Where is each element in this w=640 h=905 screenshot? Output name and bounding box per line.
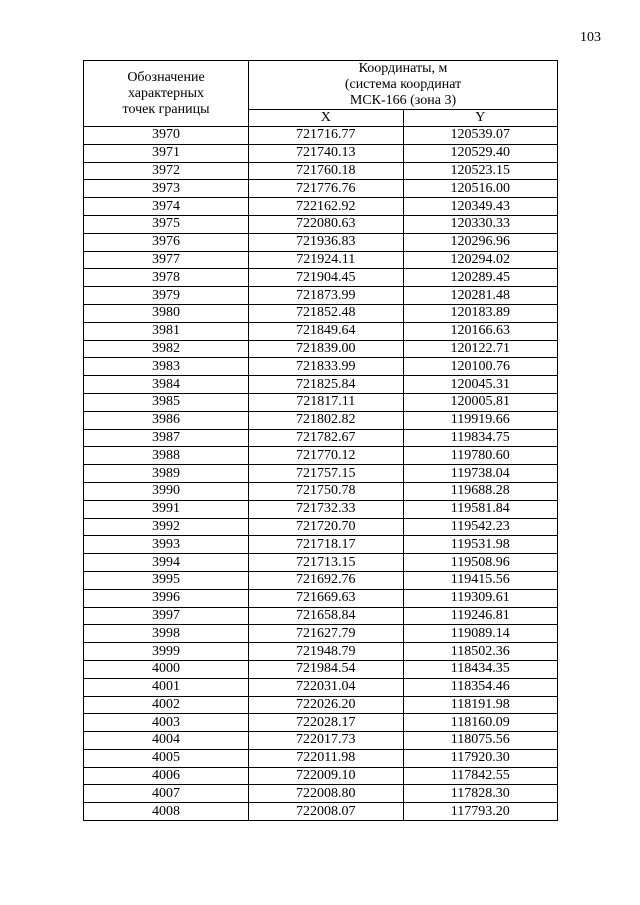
y-coordinate-cell: 119508.96: [403, 554, 558, 572]
y-coordinate-cell: 118434.35: [403, 660, 558, 678]
point-id-cell: 3989: [84, 465, 249, 483]
point-id-cell: 3987: [84, 429, 249, 447]
point-id-cell: 3982: [84, 340, 249, 358]
table-row: [84, 376, 558, 394]
point-id-cell: 3973: [84, 180, 249, 198]
table-row: [84, 251, 558, 269]
point-id-cell: 3999: [84, 643, 249, 661]
x-coordinate-cell: 721782.67: [249, 429, 404, 447]
y-coordinate-cell: 119542.23: [403, 518, 558, 536]
table-row: [84, 304, 558, 322]
point-id-cell: 3986: [84, 411, 249, 429]
x-coordinate-cell: 721839.00: [249, 340, 404, 358]
table-row: [84, 696, 558, 714]
x-coordinate-cell: 721776.76: [249, 180, 404, 198]
table-row: [84, 162, 558, 180]
coordinates-table: [83, 60, 558, 821]
point-id-cell: 3979: [84, 287, 249, 305]
table-row: [84, 180, 558, 198]
x-coordinate-cell: 721849.64: [249, 322, 404, 340]
table-row: [84, 536, 558, 554]
y-coordinate-cell: 119688.28: [403, 482, 558, 500]
table-row: [84, 732, 558, 750]
x-coordinate-cell: 721904.45: [249, 269, 404, 287]
table-row: [84, 482, 558, 500]
table-row: [84, 429, 558, 447]
y-coordinate-cell: 120281.48: [403, 287, 558, 305]
y-coordinate-cell: 119738.04: [403, 465, 558, 483]
y-coordinate-cell: 120294.02: [403, 251, 558, 269]
point-id-cell: 3972: [84, 162, 249, 180]
table-row: [84, 340, 558, 358]
y-coordinate-cell: 117920.30: [403, 749, 558, 767]
x-coordinate-cell: 721669.63: [249, 589, 404, 607]
table-row: [84, 144, 558, 162]
x-coordinate-cell: 722026.20: [249, 696, 404, 714]
x-coordinate-cell: 721627.79: [249, 625, 404, 643]
x-coordinate-cell: 721825.84: [249, 376, 404, 394]
x-coordinate-cell: 721873.99: [249, 287, 404, 305]
x-coordinate-cell: 722080.63: [249, 215, 404, 233]
point-id-cell: 3990: [84, 482, 249, 500]
x-coordinate-cell: 722028.17: [249, 714, 404, 732]
y-coordinate-cell: 120330.33: [403, 215, 558, 233]
table-row: [84, 198, 558, 216]
point-id-cell: 3983: [84, 358, 249, 376]
y-coordinate-cell: 118075.56: [403, 732, 558, 750]
point-id-cell: 3997: [84, 607, 249, 625]
x-coordinate-cell: 721760.18: [249, 162, 404, 180]
y-coordinate-cell: 119309.61: [403, 589, 558, 607]
table-row: [84, 625, 558, 643]
point-id-cell: 3988: [84, 447, 249, 465]
table-row: [84, 447, 558, 465]
x-coordinate-cell: 722008.07: [249, 803, 404, 821]
y-coordinate-cell: 120166.63: [403, 322, 558, 340]
y-coordinate-cell: 120005.81: [403, 393, 558, 411]
point-id-cell: 4008: [84, 803, 249, 821]
table-row: [84, 803, 558, 821]
header-row-1: [84, 61, 558, 110]
y-coordinate-cell: 119531.98: [403, 536, 558, 554]
x-coordinate-cell: 721936.83: [249, 233, 404, 251]
header-coords-line-1: Координаты, м: [358, 61, 448, 76]
point-id-cell: 3994: [84, 554, 249, 572]
x-coordinate-cell: 722162.92: [249, 198, 404, 216]
x-coordinate-cell: 721658.84: [249, 607, 404, 625]
header-coords-line-3: МСК-166 (зона 3): [349, 93, 457, 108]
x-coordinate-cell: 721757.15: [249, 465, 404, 483]
x-coordinate-cell: 721802.82: [249, 411, 404, 429]
point-id-cell: 3970: [84, 127, 249, 145]
y-coordinate-cell: 119919.66: [403, 411, 558, 429]
table-row: [84, 322, 558, 340]
header-point-line-3: точек границы: [122, 101, 210, 117]
table-row: [84, 215, 558, 233]
point-id-cell: 3971: [84, 144, 249, 162]
point-id-cell: 3976: [84, 233, 249, 251]
x-coordinate-cell: 721740.13: [249, 144, 404, 162]
y-coordinate-cell: 120122.71: [403, 340, 558, 358]
table-row: [84, 678, 558, 696]
y-coordinate-cell: 119780.60: [403, 447, 558, 465]
y-coordinate-cell: 120349.43: [403, 198, 558, 216]
y-coordinate-cell: 117842.55: [403, 767, 558, 785]
point-id-cell: 4001: [84, 678, 249, 696]
y-coordinate-cell: 118191.98: [403, 696, 558, 714]
point-id-cell: 4002: [84, 696, 249, 714]
x-coordinate-cell: 721750.78: [249, 482, 404, 500]
point-id-cell: 3975: [84, 215, 249, 233]
table-row: [84, 465, 558, 483]
y-coordinate-cell: 120289.45: [403, 269, 558, 287]
header-y: Y: [403, 110, 558, 127]
y-coordinate-cell: 119246.81: [403, 607, 558, 625]
table-row: [84, 411, 558, 429]
x-coordinate-cell: 721770.12: [249, 447, 404, 465]
table-header: [84, 61, 558, 127]
header-coords-line-2: (система координат: [344, 77, 462, 92]
header-point-designation: [84, 61, 249, 127]
point-id-cell: 4000: [84, 660, 249, 678]
table-row: [84, 127, 558, 145]
x-coordinate-cell: 721692.76: [249, 571, 404, 589]
point-id-cell: 3993: [84, 536, 249, 554]
point-id-cell: 3995: [84, 571, 249, 589]
x-coordinate-cell: 721713.15: [249, 554, 404, 572]
y-coordinate-cell: 119834.75: [403, 429, 558, 447]
point-id-cell: 3996: [84, 589, 249, 607]
table-row: [84, 269, 558, 287]
y-coordinate-cell: 118354.46: [403, 678, 558, 696]
x-coordinate-cell: 721984.54: [249, 660, 404, 678]
x-coordinate-cell: 721833.99: [249, 358, 404, 376]
x-coordinate-cell: 722017.73: [249, 732, 404, 750]
table-row: [84, 233, 558, 251]
x-coordinate-cell: 722009.10: [249, 767, 404, 785]
x-coordinate-cell: 721732.33: [249, 500, 404, 518]
x-coordinate-cell: 721720.70: [249, 518, 404, 536]
y-coordinate-cell: 120523.15: [403, 162, 558, 180]
y-coordinate-cell: 118160.09: [403, 714, 558, 732]
table-row: [84, 358, 558, 376]
table-row: [84, 607, 558, 625]
table-row: [84, 554, 558, 572]
y-coordinate-cell: 120539.07: [403, 127, 558, 145]
point-id-cell: 4005: [84, 749, 249, 767]
table-row: [84, 518, 558, 536]
point-id-cell: 3985: [84, 393, 249, 411]
point-id-cell: 3980: [84, 304, 249, 322]
header-coordinates-group: [249, 61, 558, 110]
x-coordinate-cell: 721718.17: [249, 536, 404, 554]
x-coordinate-cell: 721852.48: [249, 304, 404, 322]
point-id-cell: 3978: [84, 269, 249, 287]
x-coordinate-cell: 722011.98: [249, 749, 404, 767]
point-id-cell: 3992: [84, 518, 249, 536]
x-coordinate-cell: 721716.77: [249, 127, 404, 145]
point-id-cell: 4004: [84, 732, 249, 750]
point-id-cell: 4003: [84, 714, 249, 732]
y-coordinate-cell: 119581.84: [403, 500, 558, 518]
table-row: [84, 500, 558, 518]
table-row: [84, 589, 558, 607]
point-id-cell: 3974: [84, 198, 249, 216]
x-coordinate-cell: 721948.79: [249, 643, 404, 661]
page-number: 103: [580, 30, 601, 45]
point-id-cell: 4006: [84, 767, 249, 785]
y-coordinate-cell: 118502.36: [403, 643, 558, 661]
table-row: [84, 643, 558, 661]
y-coordinate-cell: 119089.14: [403, 625, 558, 643]
table-row: [84, 571, 558, 589]
y-coordinate-cell: 119415.56: [403, 571, 558, 589]
point-id-cell: 3991: [84, 500, 249, 518]
table-row: [84, 660, 558, 678]
y-coordinate-cell: 120045.31: [403, 376, 558, 394]
header-point-line-2: характерных: [127, 85, 205, 101]
table-row: [84, 393, 558, 411]
point-id-cell: 4007: [84, 785, 249, 803]
y-coordinate-cell: 120529.40: [403, 144, 558, 162]
header-point-line-1: Обозначение: [127, 69, 205, 85]
x-coordinate-cell: 721924.11: [249, 251, 404, 269]
table-row: [84, 749, 558, 767]
x-coordinate-cell: 722008.80: [249, 785, 404, 803]
table-row: [84, 287, 558, 305]
table-row: [84, 714, 558, 732]
y-coordinate-cell: 120516.00: [403, 180, 558, 198]
y-coordinate-cell: 120183.89: [403, 304, 558, 322]
table-row: [84, 785, 558, 803]
header-x: X: [249, 110, 404, 127]
y-coordinate-cell: 117828.30: [403, 785, 558, 803]
point-id-cell: 3981: [84, 322, 249, 340]
y-coordinate-cell: 120100.76: [403, 358, 558, 376]
y-coordinate-cell: 117793.20: [403, 803, 558, 821]
point-id-cell: 3977: [84, 251, 249, 269]
x-coordinate-cell: 721817.11: [249, 393, 404, 411]
point-id-cell: 3984: [84, 376, 249, 394]
table-row: [84, 767, 558, 785]
x-coordinate-cell: 722031.04: [249, 678, 404, 696]
y-coordinate-cell: 120296.96: [403, 233, 558, 251]
table-body: [84, 127, 558, 821]
point-id-cell: 3998: [84, 625, 249, 643]
